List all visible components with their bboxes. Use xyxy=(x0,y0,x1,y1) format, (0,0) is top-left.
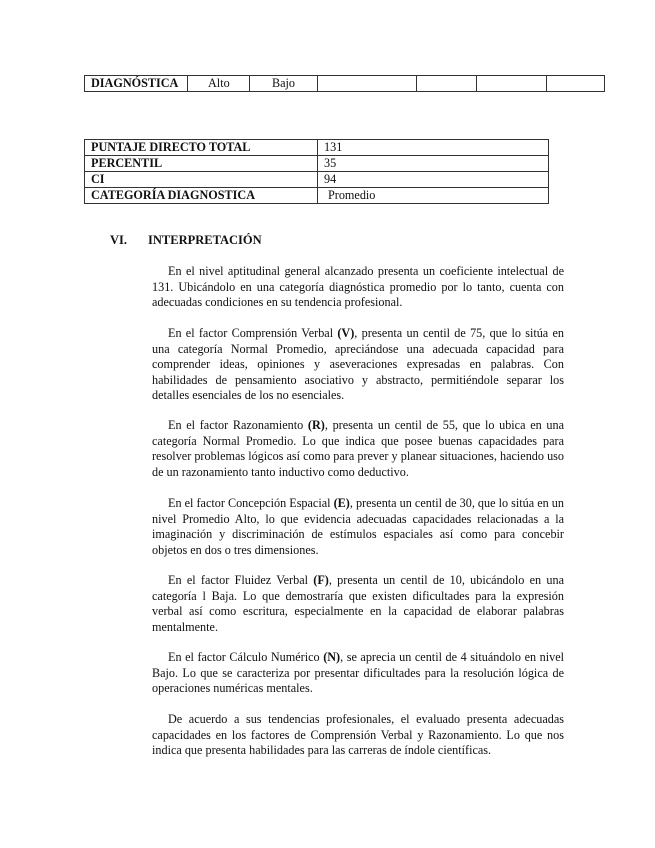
paragraph: En el factor Razonamiento (R), presenta un centil de 55, que lo ubica en una categoría Normal Promedio. Lo que indica que posee buenas capacidades para resolver problemas lógicos así como para prever y planear situaciones, haciendo uso de un razonamiento tanto inductivo como deductivo. xyxy=(152,418,564,479)
diagnostic-label: DIAGNÓSTICA xyxy=(85,76,188,92)
section-title: INTERPRETACIÓN xyxy=(148,233,262,247)
score-table xyxy=(84,139,549,204)
paragraph: En el nivel aptitudinal general alcanzado presenta un coeficiente intelectual de 131. Ubicándolo en una categoría diagnóstica promedio por lo tanto, cuenta con adecuadas condiciones en su tendencia profesional. xyxy=(152,264,564,310)
diagnostic-cell xyxy=(547,76,605,92)
diagnostic-cell: Bajo xyxy=(250,76,317,92)
paragraph: En el factor Concepción Espacial (E), presenta un centil de 30, que lo sitúa en un nivel Promedio Alto, lo que evidencia adecuadas capacidades relacionadas a la imaginación y discriminación de estímulos espaciales así como para concebir objetos en dos o tres dimensiones. xyxy=(152,496,564,557)
section-number: VI. xyxy=(110,233,128,247)
score-label: CATEGORÍA DIAGNOSTICA xyxy=(85,188,318,204)
score-value: Promedio xyxy=(318,188,549,204)
score-label: PERCENTIL xyxy=(85,156,318,172)
table-row xyxy=(85,188,549,204)
diagnostic-table xyxy=(84,75,605,92)
score-value: 131 xyxy=(318,140,549,156)
paragraph: En el factor Fluidez Verbal (F), presenta un centil de 10, ubicándolo en una categoría l Baja. Lo que demostraría que existen dificultades para la expresión verbal así como escritura, especialmente en la capacidad de elaborar palabras mentalmente. xyxy=(152,573,564,634)
table-row xyxy=(85,156,549,172)
table-row xyxy=(85,172,549,188)
score-value: 94 xyxy=(318,172,549,188)
score-label: PUNTAJE DIRECTO TOTAL xyxy=(85,140,318,156)
paragraph: En el factor Cálculo Numérico (N), se aprecia un centil de 4 situándolo en nivel Bajo. Lo que se caracteriza por presentar dificultades para la resolución lógica de operaciones numéricas mentales. xyxy=(152,650,565,696)
paragraph: De acuerdo a sus tendencias profesionales, el evaluado presenta adecuadas capacidades en los factores de Comprensión Verbal y Razonamiento. Lo que nos indica que presenta habilidades para las carreras de índole científicas. xyxy=(152,712,564,758)
score-value: 35 xyxy=(318,156,549,172)
diagnostic-cell xyxy=(417,76,476,92)
score-label: CI xyxy=(85,172,318,188)
table-row xyxy=(85,140,549,156)
section-heading xyxy=(110,233,262,248)
paragraph: En el factor Comprensión Verbal (V), presenta un centil de 75, que lo sitúa en una categoría Normal Promedio, apreciándose una adecuada capacidad para comprender ideas, opiniones y aseveraciones expresadas en palabras. Con habilidades de pensamiento asociativo y abstracto, permitiéndole separar los detalles esenciales de los no esenciales. xyxy=(152,326,564,403)
table-row xyxy=(85,76,605,92)
diagnostic-cell: Alto xyxy=(188,76,250,92)
diagnostic-cell xyxy=(476,76,547,92)
diagnostic-cell xyxy=(317,76,416,92)
